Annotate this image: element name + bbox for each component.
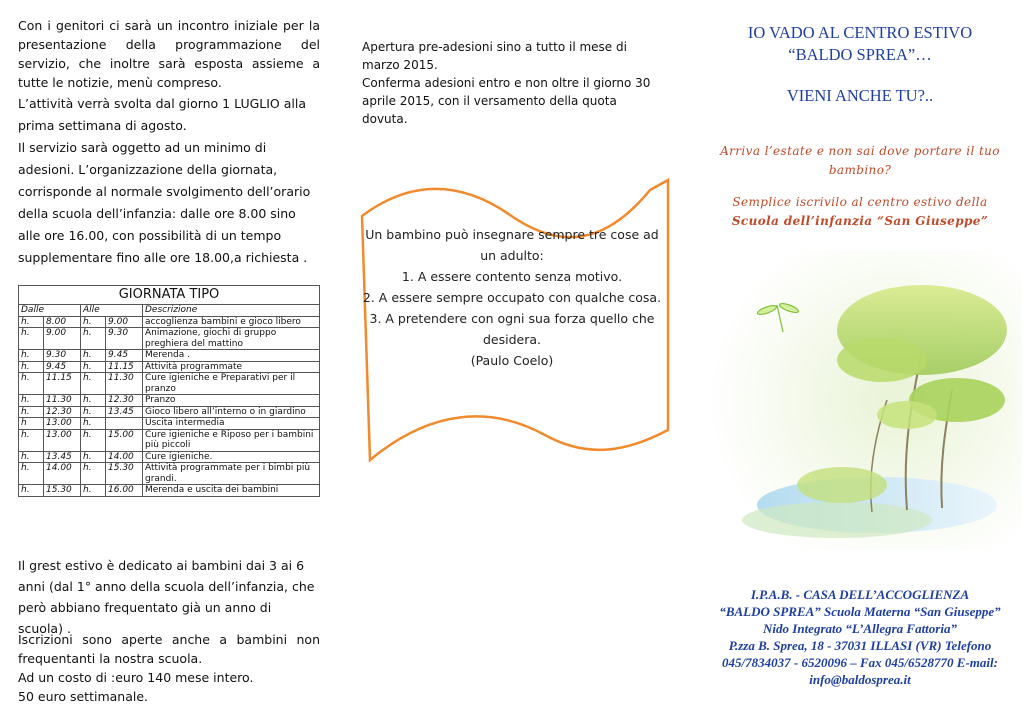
grest-age-text: Il grest estivo è dedicato ai bambini dai 3 ai 6 anni (dal 1° anno della scuola dell’infanzia, che però abbiano frequentato già un anno di scuola) . bbox=[18, 558, 315, 636]
cell-to-time: 9.00 bbox=[106, 316, 143, 328]
monthly-cost: Ad un costo di :euro 140 mese intero. bbox=[18, 670, 254, 685]
cell-from-time: 9.45 bbox=[44, 361, 81, 373]
cell-to-prefix: h. bbox=[81, 373, 106, 395]
schedule-text: Il servizio sarà oggetto ad un minimo di adesioni. L’organizzazione della giornata, corrisponde al normale svolgimento dell’orario della scuola dell’infanzia: dalle ore 8.00 sino alle ore 16.00, con possibilità di un tempo supplementare fino alle ore 18.00,a richiesta . bbox=[18, 140, 311, 265]
cell-to-prefix: h. bbox=[81, 463, 106, 485]
school-line: “BALDO SPREA” Scuola Materna “San Giuseppe” bbox=[719, 604, 1001, 619]
cell-to-prefix: h. bbox=[81, 361, 106, 373]
cell-from-time: 13.00 bbox=[44, 418, 81, 430]
schedule-body bbox=[19, 316, 320, 496]
cell-activity: Cure igieniche. bbox=[143, 451, 320, 463]
cell-activity: Merenda . bbox=[143, 350, 320, 362]
registration-block bbox=[18, 630, 320, 706]
cell-from-time: 12.30 bbox=[44, 406, 81, 418]
cell-to-time: 13.45 bbox=[106, 406, 143, 418]
table-row bbox=[19, 350, 320, 362]
cell-activity: Gioco libero all’interno o in giardino bbox=[143, 406, 320, 418]
cell-activity: Attività programmate bbox=[143, 361, 320, 373]
table-row bbox=[19, 316, 320, 328]
cell-to-time: 11.30 bbox=[106, 373, 143, 395]
cell-to-prefix: h. bbox=[81, 395, 106, 407]
dates-block bbox=[362, 38, 662, 128]
cell-activity: Pranzo bbox=[143, 395, 320, 407]
cell-to-prefix: h. bbox=[81, 406, 106, 418]
info-block bbox=[18, 93, 320, 269]
cell-activity: Animazione, giochi di gruppo preghiera del mattino bbox=[143, 328, 320, 350]
table-row bbox=[19, 328, 320, 350]
cell-from-prefix: h. bbox=[19, 395, 44, 407]
quote-item-1: 1. A essere contento senza motivo. bbox=[401, 269, 623, 284]
cell-from-time: 14.00 bbox=[44, 463, 81, 485]
table-row bbox=[19, 429, 320, 451]
cell-to-time: 15.30 bbox=[106, 463, 143, 485]
cell-from-prefix: h. bbox=[19, 316, 44, 328]
table-row bbox=[19, 451, 320, 463]
confirmation-text: Conferma adesioni entro e non oltre il giorno 30 aprile 2015, con il versamento della quota dovuta. bbox=[362, 76, 651, 126]
registration-text: Iscrizioni sono aperte anche a bambini non frequentanti la nostra scuola. bbox=[18, 632, 320, 666]
table-row bbox=[19, 395, 320, 407]
cell-from-time: 15.30 bbox=[44, 485, 81, 497]
cell-from-prefix: h. bbox=[19, 429, 44, 451]
quote-item-3: 3. A pretendere con ogni sua forza quello che desidera. bbox=[369, 311, 655, 347]
tagline-register-text: Semplice iscrivilo al centro estivo della bbox=[732, 195, 988, 209]
cell-to-time: 16.00 bbox=[106, 485, 143, 497]
cell-activity: Cure igieniche e Preparativi per il pranzo bbox=[143, 373, 320, 395]
pre-registration-text: Apertura pre-adesioni sino a tutto il mese di marzo 2015. bbox=[362, 40, 627, 72]
cell-from-time: 9.00 bbox=[44, 328, 81, 350]
table-row bbox=[19, 373, 320, 395]
period-text: L’attività verrà svolta dal giorno 1 LUGLIO alla prima settimana di agosto. bbox=[18, 96, 307, 133]
cell-to-time bbox=[106, 418, 143, 430]
cell-to-prefix: h. bbox=[81, 350, 106, 362]
cell-to-prefix: h. bbox=[81, 418, 106, 430]
cell-to-prefix: h. bbox=[81, 429, 106, 451]
weekly-cost: 50 euro settimanale. bbox=[18, 689, 149, 704]
main-title-line1: IO VADO AL CENTRO ESTIVO bbox=[747, 23, 973, 42]
cell-from-prefix: h. bbox=[19, 463, 44, 485]
cell-activity: accoglienza bambini e gioco libero bbox=[143, 316, 320, 328]
cell-from-time: 8.00 bbox=[44, 316, 81, 328]
intro-paragraph: Con i genitori ci sarà un incontro iniziale per la presentazione della programmazione del servizio, che inoltre sarà esposta assieme a tutte le notizie, menù compreso. bbox=[18, 18, 320, 90]
cell-from-time: 9.30 bbox=[44, 350, 81, 362]
school-name: Scuola dell’infanzia “San Giuseppe” bbox=[731, 214, 989, 228]
cell-activity: Merenda e uscita dei bambini bbox=[143, 485, 320, 497]
cell-to-time: 9.45 bbox=[106, 350, 143, 362]
cell-from-prefix: h. bbox=[19, 451, 44, 463]
cell-to-time: 15.00 bbox=[106, 429, 143, 451]
cell-from-time: 11.15 bbox=[44, 373, 81, 395]
quote-intro: Un bambino può insegnare sempre tre cose ad un adulto: bbox=[365, 227, 659, 263]
quote-author: (Paulo Coelo) bbox=[470, 353, 554, 368]
cell-to-prefix: h. bbox=[81, 451, 106, 463]
cell-to-time: 12.30 bbox=[106, 395, 143, 407]
cell-from-time: 13.00 bbox=[44, 429, 81, 451]
cell-activity: Uscita intermedia bbox=[143, 418, 320, 430]
table-row bbox=[19, 418, 320, 430]
cell-activity: Cure igieniche e Riposo per i bambini più piccoli bbox=[143, 429, 320, 451]
cell-from-prefix: h. bbox=[19, 350, 44, 362]
tagline-summer: Arriva l’estate e non sai dove portare il tuo bambino? bbox=[720, 144, 1000, 177]
table-row bbox=[19, 485, 320, 497]
quote-item-2: 2. A essere sempre occupato con qualche cosa. bbox=[362, 290, 662, 305]
cell-to-time: 9.30 bbox=[106, 328, 143, 350]
cell-activity: Attività programmate per i bimbi più grandi. bbox=[143, 463, 320, 485]
cell-to-time: 11.15 bbox=[106, 361, 143, 373]
cell-from-prefix: h. bbox=[19, 328, 44, 350]
table-row bbox=[19, 406, 320, 418]
tagline-register bbox=[695, 193, 1024, 231]
schedule-title: GIORNATA TIPO bbox=[19, 286, 320, 305]
cell-from-prefix: h. bbox=[19, 406, 44, 418]
subtitle: VIENI ANCHE TU?.. bbox=[786, 86, 934, 105]
table-row bbox=[19, 463, 320, 485]
cell-to-prefix: h. bbox=[81, 485, 106, 497]
cell-from-time: 13.45 bbox=[44, 451, 81, 463]
header-alle: Alle bbox=[81, 305, 143, 317]
cell-from-prefix: h bbox=[19, 418, 44, 430]
quote-block bbox=[362, 224, 662, 371]
table-row bbox=[19, 361, 320, 373]
trees-illustration bbox=[707, 250, 1022, 550]
cell-to-prefix: h. bbox=[81, 316, 106, 328]
contact-footer bbox=[695, 586, 1024, 688]
main-title bbox=[695, 22, 1024, 66]
address-contacts: P.zza B. Sprea, 18 - 37031 ILLASI (VR) Telefono 045/7834037 - 6520096 – Fax 045/6528770 E-mail: info@baldosprea.it bbox=[722, 638, 998, 687]
cell-from-time: 11.30 bbox=[44, 395, 81, 407]
header-dalle: Dalle bbox=[19, 305, 81, 317]
nursery-line: Nido Integrato “L’Allegra Fattoria” bbox=[763, 621, 957, 636]
cell-from-prefix: h. bbox=[19, 361, 44, 373]
main-title-line2: “BALDO SPREA”… bbox=[788, 45, 932, 64]
cell-from-prefix: h. bbox=[19, 485, 44, 497]
schedule-table bbox=[18, 285, 320, 497]
header-descrizione: Descrizione bbox=[143, 305, 320, 317]
institution-name: I.P.A.B. - CASA DELL’ACCOGLIENZA bbox=[750, 587, 970, 602]
cell-from-prefix: h. bbox=[19, 373, 44, 395]
cell-to-time: 14.00 bbox=[106, 451, 143, 463]
cell-to-prefix: h. bbox=[81, 328, 106, 350]
